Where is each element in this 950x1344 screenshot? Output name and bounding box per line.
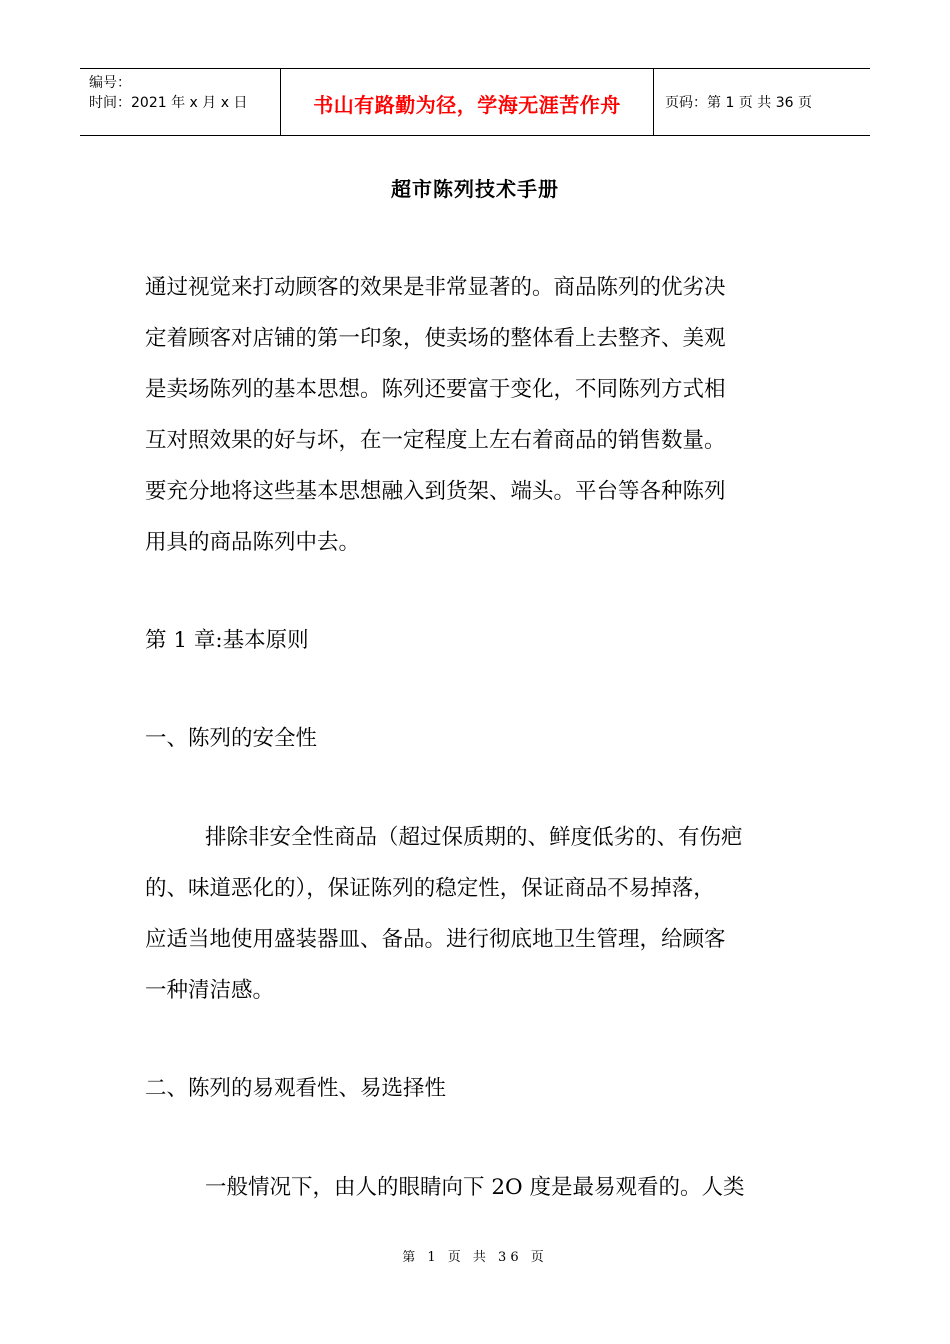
section-paragraph-safety <box>145 812 817 1016</box>
text-line: 要充分地将这些基本思想融入到货架、端头。平台等各种陈列 <box>145 479 726 504</box>
text-line: 排除非安全性商品（超过保质期的、鲜度低劣的、有伤疤 <box>205 825 743 850</box>
text-line: 互对照效果的好与坏，在一定程度上左右着商品的销售数量。 <box>145 428 726 453</box>
document-title: 超市陈列技术手册 <box>391 177 559 201</box>
header-motto: 书山有路勤为径，学海无涯苦作舟 <box>281 69 654 135</box>
document-body <box>145 262 817 1213</box>
text-line: 的、味道恶化的），保证陈列的稳定性，保证商品不易掉落， <box>145 876 715 901</box>
text-line: 是卖场陈列的基本思想。陈列还要富于变化，不同陈列方式相 <box>145 377 726 402</box>
intro-paragraph <box>145 262 817 568</box>
text-line: 一种清洁感。 <box>145 978 275 1003</box>
time-label: 时间：2021 年 x 月 x 日 <box>89 95 248 111</box>
text-line: 通过视觉来打动顾客的效果是非常显著的。商品陈列的优劣决 <box>145 275 726 300</box>
text-line: 定着顾客对店铺的第一印象，使卖场的整体看上去整齐、美观 <box>145 326 726 351</box>
header-page-info: 页码：第 1 页 共 36 页 <box>665 95 812 111</box>
text-line: 应适当地使用盛装器皿、备品。进行彻底地卫生管理，给顾客 <box>145 927 726 952</box>
section-heading-visibility: 二、陈列的易观看性、易选择性 <box>145 1076 447 1101</box>
text-line: 用具的商品陈列中去。 <box>145 530 361 555</box>
header-meta-cell <box>80 69 281 135</box>
document-header <box>80 68 870 136</box>
section-heading-safety: 一、陈列的安全性 <box>145 726 318 751</box>
number-label: 编号： <box>89 75 131 91</box>
chapter-heading: 第 1 章:基本原则 <box>145 628 309 653</box>
section-paragraph-visibility <box>145 1162 817 1213</box>
text-line: 一般情况下，由人的眼睛向下 2O 度是最易观看的。人类 <box>205 1175 745 1200</box>
page-footer: 第 1 页 共 36 页 <box>402 1250 548 1265</box>
